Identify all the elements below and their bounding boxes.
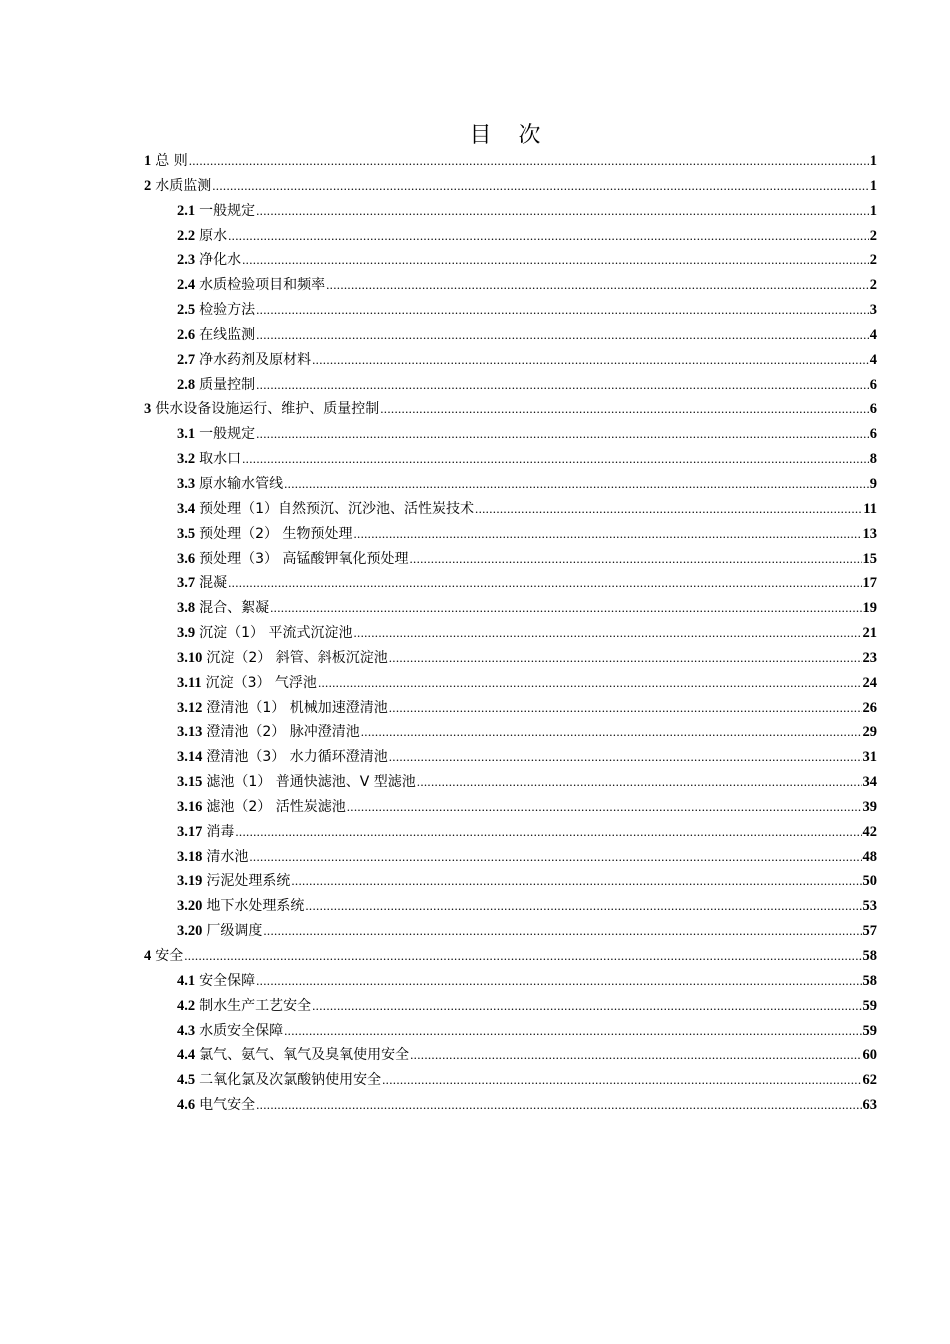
toc-entry-title: 消毒 [206,823,235,840]
toc-dot-leader [389,745,862,770]
toc-entry-page-number: 31 [862,749,877,766]
toc-list [144,149,877,1118]
toc-entry[interactable] [144,969,877,994]
toc-entry[interactable] [144,323,877,348]
toc-entry-page-number: 2 [869,277,877,294]
toc-entry-page-number: 34 [862,774,877,791]
toc-entry-number: 2.8 [177,376,196,393]
toc-entry-page-number: 59 [862,997,877,1014]
toc-entry[interactable] [144,944,877,969]
toc-dot-leader [228,224,869,249]
toc-entry-title: 地下水处理系统 [206,898,305,915]
toc-entry-title: 原水 [199,227,228,244]
toc-entry-number: 3.18 [177,848,203,865]
toc-entry-title: 二氧化氯及次氯酸钠使用安全 [199,1072,382,1089]
toc-dot-leader [312,348,869,373]
toc-entry-number: 2.7 [177,351,196,368]
toc-dot-leader [235,820,861,845]
toc-entry-title: 沉淀（1） 平流式沉淀池 [199,625,353,642]
toc-entry-page-number: 15 [862,550,877,567]
toc-dot-leader [312,994,861,1019]
toc-entry[interactable] [144,397,877,422]
toc-entry-page-number: 48 [862,848,877,865]
toc-entry[interactable] [144,1019,877,1044]
toc-entry[interactable] [144,522,877,547]
toc-entry-page-number: 24 [862,674,877,691]
toc-entry-title: 清水池 [206,848,249,865]
toc-entry-title: 澄清池（1） 机械加速澄清池 [206,699,388,716]
toc-entry-title: 水质安全保障 [199,1022,284,1039]
toc-dot-leader [184,944,861,969]
toc-entry-page-number: 29 [862,724,877,741]
toc-dot-leader [361,720,862,745]
toc-entry-title: 在线监测 [199,326,256,343]
toc-entry-number: 2 [144,177,152,194]
toc-entry-title: 安全 [155,948,184,964]
toc-entry-number: 4.3 [177,1022,196,1039]
toc-dot-leader [284,1019,861,1044]
toc-entry-title: 净水药剂及原材料 [199,351,312,368]
toc-entry-number: 3.10 [177,649,203,666]
toc-dot-leader [242,447,869,472]
toc-entry-number: 3.15 [177,774,203,791]
toc-entry-page-number: 50 [862,873,877,890]
toc-entry-number: 4.6 [177,1097,196,1114]
toc-entry-title: 滤池（1） 普通快滤池、V 型滤池 [206,774,416,791]
toc-entry-number: 1 [144,153,152,169]
toc-entry-number: 3.7 [177,575,196,592]
toc-entry-page-number: 1 [869,177,877,194]
toc-entry[interactable] [144,596,877,621]
toc-entry-number: 2.5 [177,302,196,319]
toc-dot-leader [380,397,869,422]
toc-entry-page-number: 13 [862,525,877,542]
toc-entry-title: 供水设备设施运行、维护、质量控制 [155,401,380,418]
toc-entry-title: 厂级调度 [206,923,263,940]
toc-entry-title: 澄清池（3） 水力循环澄清池 [206,749,388,766]
toc-entry-number: 3 [144,401,152,418]
toc-entry-title: 电气安全 [199,1097,256,1114]
toc-entry-title: 混凝 [199,575,228,592]
toc-entry[interactable] [144,447,877,472]
toc-entry-number: 3.8 [177,600,196,617]
toc-entry[interactable] [144,373,877,398]
toc-entry-page-number: 63 [862,1097,877,1114]
toc-entry-number: 4.1 [177,972,196,989]
toc-entry-title: 原水输水管线 [199,475,284,492]
toc-dot-leader [410,1043,861,1068]
toc-entry-page-number: 6 [869,426,877,443]
toc-entry-number: 2.6 [177,326,196,343]
toc-entry-title: 制水生产工艺安全 [199,997,312,1014]
toc-entry[interactable] [144,869,877,894]
toc-entry[interactable] [144,745,877,770]
toc-dot-leader [256,323,869,348]
toc-entry-number: 3.16 [177,798,203,815]
toc-entry-page-number: 59 [862,1022,877,1039]
toc-entry-number: 3.11 [177,674,202,691]
toc-entry[interactable] [144,497,877,522]
toc-dot-leader [318,671,862,696]
toc-entry-number: 3.17 [177,823,203,840]
toc-entry-number: 3.4 [177,500,196,517]
toc-dot-leader [382,1068,861,1093]
toc-entry-title: 污泥处理系统 [206,873,291,890]
toc-entry[interactable] [144,696,877,721]
toc-entry[interactable] [144,795,877,820]
toc-entry-number: 4.5 [177,1072,196,1089]
toc-entry-page-number: 6 [869,376,877,393]
toc-entry[interactable] [144,298,877,323]
toc-dot-leader [389,696,862,721]
toc-entry-title: 沉淀（3） 气浮池 [205,674,317,691]
toc-entry[interactable] [144,1068,877,1093]
toc-dot-leader [305,894,861,919]
toc-entry-title: 取水口 [199,451,242,468]
toc-entry[interactable] [144,820,877,845]
toc-entry-title: 一般规定 [199,426,256,443]
toc-entry-page-number: 26 [862,699,877,716]
toc-entry-page-number: 21 [862,625,877,642]
toc-entry[interactable] [144,422,877,447]
toc-entry-number: 3.5 [177,525,196,542]
toc-entry[interactable] [144,472,877,497]
toc-entry-number: 2.1 [177,202,196,219]
toc-entry[interactable] [144,671,877,696]
toc-entry-page-number: 62 [862,1072,877,1089]
toc-entry-page-number: 4 [869,351,877,368]
toc-entry-page-number: 1 [869,202,877,219]
toc-entry-page-number: 60 [862,1047,877,1064]
toc-entry-title: 澄清池（2） 脉冲澄清池 [206,724,360,741]
toc-entry-number: 2.4 [177,277,196,294]
toc-entry-page-number: 58 [862,972,877,989]
toc-entry-title: 净化水 [199,252,242,269]
toc-entry-page-number: 1 [869,153,877,169]
toc-entry-title: 氯气、氨气、氧气及臭氧使用安全 [199,1047,410,1064]
toc-entry-page-number: 17 [862,575,877,592]
toc-entry[interactable] [144,919,877,944]
toc-dot-leader [249,845,861,870]
toc-dot-leader [256,1093,861,1118]
toc-entry-page-number: 19 [862,600,877,617]
toc-entry[interactable] [144,248,877,273]
toc-entry-title: 质量控制 [199,376,256,393]
toc-entry-page-number: 42 [862,823,877,840]
toc-entry-number: 3.3 [177,475,196,492]
toc-entry[interactable] [144,894,877,919]
toc-entry[interactable] [144,621,877,646]
toc-entry-title: 预处理（3） 高锰酸钾氧化预处理 [199,550,409,567]
toc-entry[interactable] [144,174,877,199]
toc-dot-leader [347,795,862,820]
toc-entry[interactable] [144,547,877,572]
toc-entry[interactable] [144,224,877,249]
toc-entry-title: 预处理（2） 生物预处理 [199,525,353,542]
toc-dot-leader [291,869,861,894]
toc-entry-number: 3.6 [177,550,196,567]
toc-entry-number: 3.13 [177,724,203,741]
toc-entry-number: 2.2 [177,227,196,244]
toc-entry-page-number: 57 [862,923,877,940]
toc-title: 目 次 [469,123,551,148]
toc-entry-title: 总 则 [155,153,188,169]
toc-entry-page-number: 6 [869,401,877,418]
toc-entry-page-number: 23 [862,649,877,666]
toc-entry-number: 4 [144,948,152,964]
toc-entry[interactable] [144,571,877,596]
toc-entry-number: 3.2 [177,451,196,468]
toc-dot-leader [256,199,869,224]
toc-entry-number: 3.20 [177,898,203,915]
toc-entry-page-number: 8 [869,451,877,468]
toc-entry-page-number: 9 [869,475,877,492]
toc-entry-number: 4.4 [177,1047,196,1064]
toc-entry[interactable] [144,199,877,224]
toc-entry-page-number: 2 [869,227,877,244]
toc-entry-number: 3.20 [177,923,203,940]
toc-entry-number: 4.2 [177,997,196,1014]
toc-dot-leader [228,571,861,596]
toc-entry-title: 沉淀（2） 斜管、斜板沉淀池 [206,649,388,666]
toc-dot-leader [256,373,869,398]
toc-dot-leader [256,298,869,323]
toc-entry-title: 检验方法 [199,302,256,319]
toc-entry[interactable] [144,845,877,870]
toc-entry-page-number: 2 [869,252,877,269]
toc-entry-title: 水质监测 [155,177,212,194]
toc-dot-leader [326,273,869,298]
toc-entry-number: 3.1 [177,426,196,443]
toc-entry-number: 3.12 [177,699,203,716]
toc-entry[interactable] [144,149,877,174]
toc-dot-leader [256,969,861,994]
toc-dot-leader [417,770,862,795]
toc-dot-leader [212,174,869,199]
toc-entry-page-number: 58 [862,948,877,964]
toc-dot-leader [409,547,861,572]
toc-dot-leader [475,497,862,522]
toc-dot-leader [353,621,861,646]
toc-dot-leader [353,522,861,547]
toc-entry[interactable] [144,646,877,671]
toc-entry-number: 3.9 [177,625,196,642]
toc-entry-page-number: 39 [862,798,877,815]
toc-entry-title: 安全保障 [199,972,256,989]
toc-entry-number: 3.14 [177,749,203,766]
toc-entry-page-number: 11 [863,500,877,517]
toc-entry-title: 一般规定 [199,202,256,219]
toc-entry-title: 水质检验项目和频率 [199,277,326,294]
toc-entry[interactable] [144,720,877,745]
toc-dot-leader [389,646,862,671]
toc-entry[interactable] [144,348,877,373]
toc-entry-number: 2.3 [177,252,196,269]
toc-entry-title: 混合、絮凝 [199,600,270,617]
toc-entry[interactable] [144,273,877,298]
toc-dot-leader [270,596,861,621]
toc-entry[interactable] [144,994,877,1019]
toc-entry-title: 滤池（2） 活性炭滤池 [206,798,346,815]
toc-entry-page-number: 53 [862,898,877,915]
toc-entry-number: 3.19 [177,873,203,890]
toc-entry-page-number: 4 [869,326,877,343]
toc-dot-leader [263,919,861,944]
toc-dot-leader [242,248,869,273]
toc-entry[interactable] [144,1093,877,1118]
toc-entry-title: 预处理（1）自然预沉、沉沙池、活性炭技术 [199,500,475,517]
toc-entry[interactable] [144,1043,877,1068]
toc-entry-page-number: 3 [869,302,877,319]
toc-dot-leader [256,422,869,447]
toc-dot-leader [189,149,869,174]
toc-dot-leader [284,472,869,497]
toc-entry[interactable] [144,770,877,795]
